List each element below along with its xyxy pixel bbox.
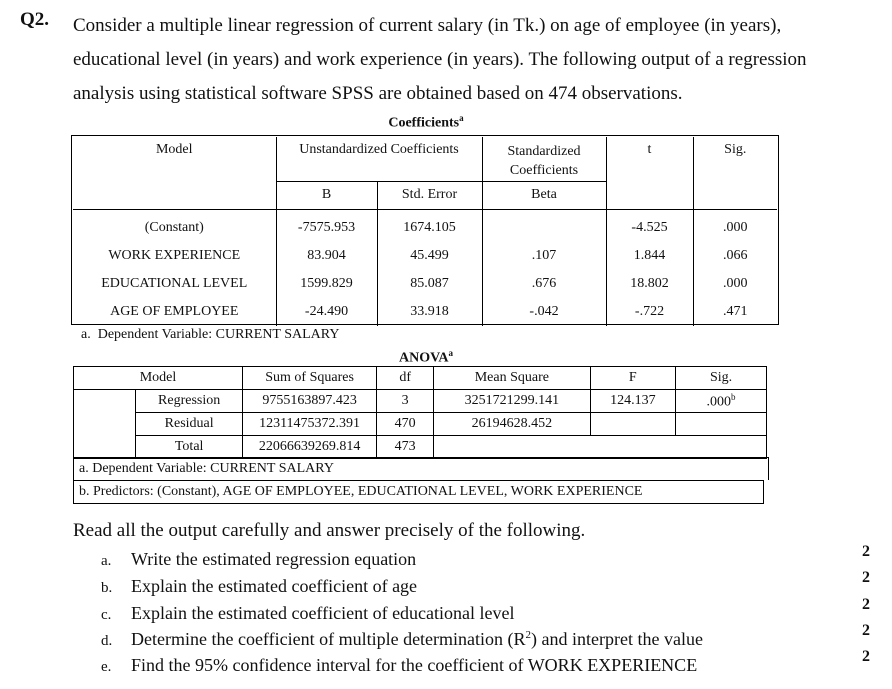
col-f: F [590, 367, 676, 390]
cell-sig: .471 [723, 304, 748, 319]
row-label: (Constant) [73, 214, 276, 242]
cell-f: 124.137 [590, 390, 676, 413]
row-label: Residual [136, 413, 243, 436]
row-label: Total [136, 436, 243, 459]
coefficients-title-text: Coefficients [388, 115, 460, 131]
col-unstandardized: Unstandardized Coefficients [276, 137, 482, 181]
cell-beta: -.042 [482, 298, 606, 326]
sub-question-e [101, 655, 697, 676]
table-row [73, 298, 777, 326]
sub-question-letter: c. [101, 607, 112, 623]
sub-question-text: Explain the estimated coefficient of educational level [131, 603, 515, 623]
cell-b: 1599.829 [276, 270, 377, 298]
question-number: Q2. [20, 9, 50, 30]
intro-line: Consider a multiple linear regression of current salary (in Tk.) on age of employee (in years), [73, 15, 782, 36]
table-row [74, 436, 767, 459]
marks-d: 2 [862, 622, 870, 639]
cell-t: 18.802 [606, 270, 693, 298]
col-mean-square: Mean Square [434, 367, 590, 390]
cell-f [590, 436, 676, 459]
cell-ms: 3251721299.141 [434, 390, 590, 413]
sub-question-text-before: Determine the coefficient of multiple determination (R [131, 629, 526, 649]
marks-e: 2 [862, 648, 870, 665]
intro-line: analysis using statistical software SPSS are obtained based on 474 observations. [73, 83, 683, 104]
marks-a: 2 [862, 543, 870, 560]
col-sig: Sig. [724, 142, 747, 157]
anova-title-sup: a [448, 348, 454, 358]
row-label: Regression [136, 390, 243, 413]
footnote-text: Dependent Variable: CURRENT SALARY [97, 327, 340, 342]
sub-question-letter: d. [101, 633, 113, 649]
blank-cell [74, 390, 136, 413]
cell-beta: .107 [482, 242, 606, 270]
table-row [74, 390, 767, 413]
cell-ss: 9755163897.423 [243, 390, 377, 413]
intro-line: educational level (in years) and work experience (in years). The following output of a regression [73, 49, 807, 70]
anova-footnote-b: b. Predictors: (Constant), AGE OF EMPLOYEE, EDUCATIONAL LEVEL, WORK EXPERIENCE [73, 480, 764, 504]
anova-title [0, 348, 852, 367]
sub-question-letter: b. [101, 580, 113, 596]
cell-df: 3 [377, 390, 434, 413]
sub-question-text: Find the 95% confidence interval for the coefficient of WORK EXPERIENCE [131, 655, 698, 675]
cell-se: 1674.105 [377, 214, 482, 242]
col-beta: Beta [482, 181, 606, 209]
cell-sig-value: .000 [706, 394, 732, 410]
sub-question-text: Write the estimated regression equation [131, 549, 417, 569]
blank-cell [74, 413, 136, 436]
anova-footnote-a: a. Dependent Variable: CURRENT SALARY [73, 457, 769, 480]
cell-df: 470 [377, 413, 434, 436]
cell-se: 45.499 [377, 242, 482, 270]
cell-b: -7575.953 [276, 214, 377, 242]
blank-cell [693, 181, 777, 209]
cell-t: 1.844 [606, 242, 693, 270]
cell-b: -24.490 [276, 298, 377, 326]
coefficients-footnote [81, 327, 339, 343]
sub-question-text: Explain the estimated coefficient of age [131, 576, 418, 596]
col-df: df [377, 367, 434, 390]
cell-ms: 26194628.452 [434, 413, 590, 436]
sub-question-letter: a. [101, 553, 112, 569]
blank-cell [73, 181, 276, 209]
col-b: B [276, 181, 377, 209]
blank-cell [606, 181, 693, 209]
col-t: t [606, 137, 693, 181]
cell-sig [676, 436, 767, 459]
sub-question-text-after: ) and interpret the value [531, 629, 703, 649]
anova-footnotes [73, 457, 769, 504]
col-standardized-line2: Coefficients [509, 163, 579, 178]
cell-t: -4.525 [606, 214, 693, 242]
row-label: AGE OF EMPLOYEE [73, 298, 276, 326]
cell-ms [434, 436, 590, 459]
anova-header-row [74, 367, 767, 390]
coef-header-row [73, 137, 777, 181]
coefficients-title-sup: a [459, 113, 464, 123]
cell-sig [676, 413, 767, 436]
marks-c: 2 [862, 596, 870, 613]
cell-sig: .066 [723, 248, 748, 263]
cell-b: 83.904 [276, 242, 377, 270]
cell-ss: 22066639269.814 [243, 436, 377, 459]
sub-question-d [101, 629, 703, 650]
col-std-error: Std. Error [377, 181, 482, 209]
col-model: Model [73, 137, 276, 181]
instructions: Read all the output carefully and answer precisely of the following. [73, 520, 586, 541]
cell-sig [676, 390, 767, 413]
cell-beta [482, 214, 606, 242]
cell-t: -.722 [606, 298, 693, 326]
row-label: WORK EXPERIENCE [73, 242, 276, 270]
sub-question-c [101, 603, 515, 624]
cell-df: 473 [377, 436, 434, 459]
sub-question-a [101, 549, 416, 570]
coefficients-table [73, 137, 777, 326]
col-standardized-line1: Standardized [507, 144, 581, 159]
col-model: Model [74, 367, 243, 390]
footnote-mark: a. [81, 327, 91, 342]
sub-question-letter: e. [101, 659, 112, 675]
row-label: EDUCATIONAL LEVEL [73, 270, 276, 298]
cell-f [590, 413, 676, 436]
col-sig: Sig. [676, 367, 767, 390]
anova-title-text: ANOVA [398, 350, 449, 366]
superscript-2: 2 [525, 629, 532, 641]
marks-b: 2 [862, 569, 870, 586]
cell-se: 85.087 [377, 270, 482, 298]
blank-cell [74, 436, 136, 459]
sub-question-b [101, 576, 417, 597]
table-row [73, 242, 777, 270]
coefficients-title [0, 113, 852, 132]
cell-sig: .000 [723, 220, 748, 235]
table-row [73, 214, 777, 242]
cell-se: 33.918 [377, 298, 482, 326]
col-sum-of-squares: Sum of Squares [243, 367, 377, 390]
cell-ss: 12311475372.391 [243, 413, 377, 436]
cell-sig-sup: b [731, 391, 736, 402]
col-standardized [482, 137, 606, 181]
cell-sig: .000 [723, 276, 748, 291]
question-intro [73, 9, 873, 111]
table-row [73, 270, 777, 298]
table-row [74, 413, 767, 436]
cell-beta: .676 [482, 270, 606, 298]
coef-subheader-row [73, 181, 777, 209]
anova-table [73, 366, 767, 459]
